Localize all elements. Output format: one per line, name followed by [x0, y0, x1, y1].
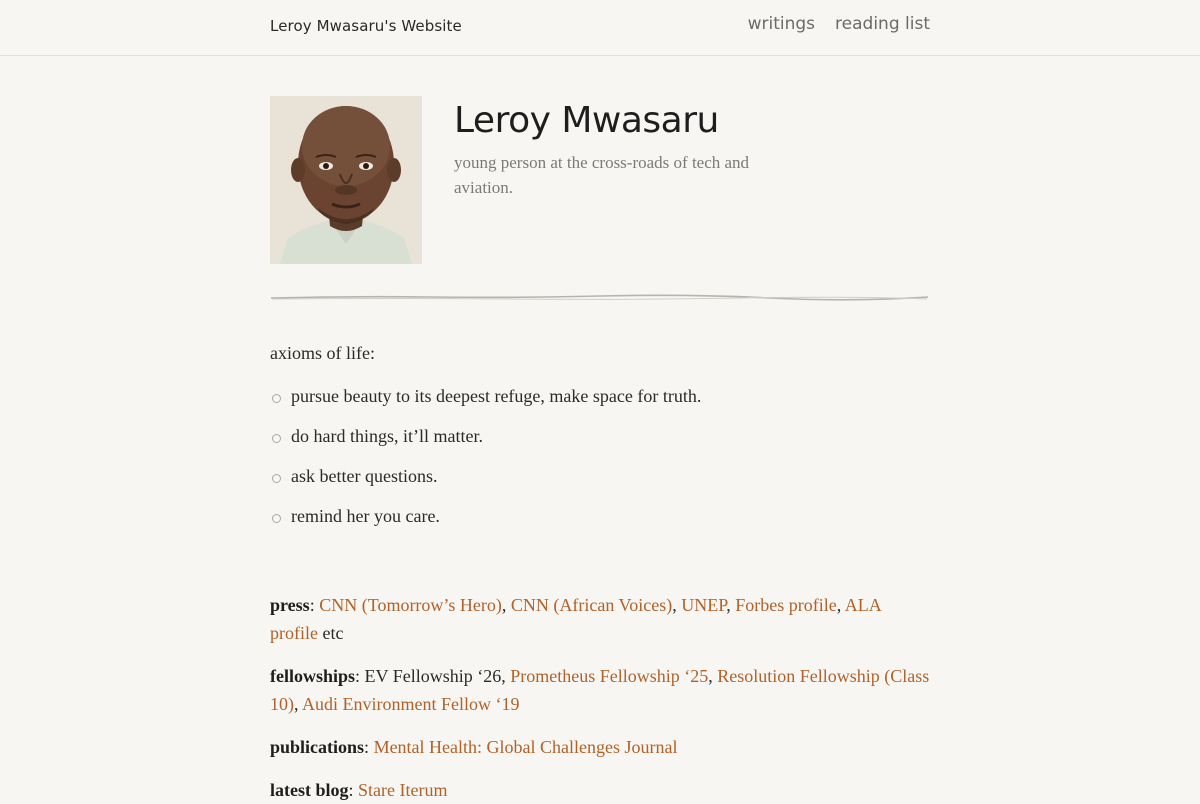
- fellowship-link-resolution[interactable]: Resolution Fellowship (Class 10): [270, 666, 930, 714]
- circle-bullet-icon: [272, 514, 281, 523]
- portrait-photo: [270, 96, 422, 264]
- list-item: [270, 466, 930, 506]
- circle-bullet-icon: [272, 394, 281, 403]
- profile-name: Leroy Mwasaru: [454, 100, 719, 141]
- avatar: [270, 96, 422, 264]
- fellowships-label: fellowships: [270, 666, 356, 686]
- site-title-link[interactable]: Leroy Mwasaru's Website: [270, 17, 462, 35]
- press-suffix: etc: [322, 623, 344, 643]
- press-link-cnn-tomorrows-hero[interactable]: CNN (Tomorrow’s Hero): [319, 595, 502, 615]
- press-link-unep[interactable]: UNEP: [681, 595, 727, 615]
- latest-blog-label: latest blog: [270, 780, 349, 800]
- latest-blog-link[interactable]: Stare Iterum: [358, 780, 448, 800]
- top-bar: [0, 0, 1200, 56]
- publications-line: publications: Mental Health: Global Challenges Journal: [270, 737, 678, 757]
- profile-header: [270, 96, 930, 266]
- hand-drawn-divider: [270, 290, 930, 304]
- circle-bullet-icon: [272, 434, 281, 443]
- circle-bullet-icon: [272, 474, 281, 483]
- axiom-text: ask better questions.: [291, 466, 438, 486]
- main-content: [270, 340, 930, 804]
- axioms-heading: axioms of life:: [270, 343, 375, 363]
- press-label: press: [270, 595, 310, 615]
- fellowship-plain: EV Fellowship ‘26: [364, 666, 502, 686]
- publications-label: publications: [270, 737, 365, 757]
- axiom-text: do hard things, it’ll matter.: [291, 426, 483, 446]
- main-nav: [748, 14, 930, 34]
- fellowships-line: fellowships: EV Fellowship ‘26, Prometheus Fellowship ‘25, Resolution Fellowship (Class 10), Audi Environment Fellow ‘19: [270, 666, 930, 714]
- press-link-ala[interactable]: ALA profile: [270, 595, 881, 643]
- profile-tagline: young person at the cross-roads of tech and aviation.: [454, 153, 750, 197]
- press-line: press: CNN (Tomorrow’s Hero), CNN (African Voices), UNEP, Forbes profile, ALA profile etc: [270, 595, 881, 643]
- list-item: [270, 506, 930, 546]
- axioms-list: [270, 386, 930, 546]
- press-link-forbes[interactable]: Forbes profile: [735, 595, 837, 615]
- axiom-text: pursue beauty to its deepest refuge, make space for truth.: [291, 386, 702, 406]
- fellowship-link-prometheus[interactable]: Prometheus Fellowship ‘25: [510, 666, 709, 686]
- latest-blog-line: latest blog: Stare Iterum: [270, 780, 448, 800]
- nav-writings[interactable]: writings: [747, 14, 816, 34]
- publication-link[interactable]: Mental Health: Global Challenges Journal: [373, 737, 678, 757]
- list-item: [270, 426, 930, 466]
- nav-reading-list[interactable]: reading list: [835, 14, 930, 34]
- list-item: [270, 386, 930, 426]
- press-link-cnn-african-voices[interactable]: CNN (African Voices): [510, 595, 673, 615]
- axiom-text: remind her you care.: [291, 506, 440, 526]
- fellowship-link-audi[interactable]: Audi Environment Fellow ‘19: [302, 694, 520, 714]
